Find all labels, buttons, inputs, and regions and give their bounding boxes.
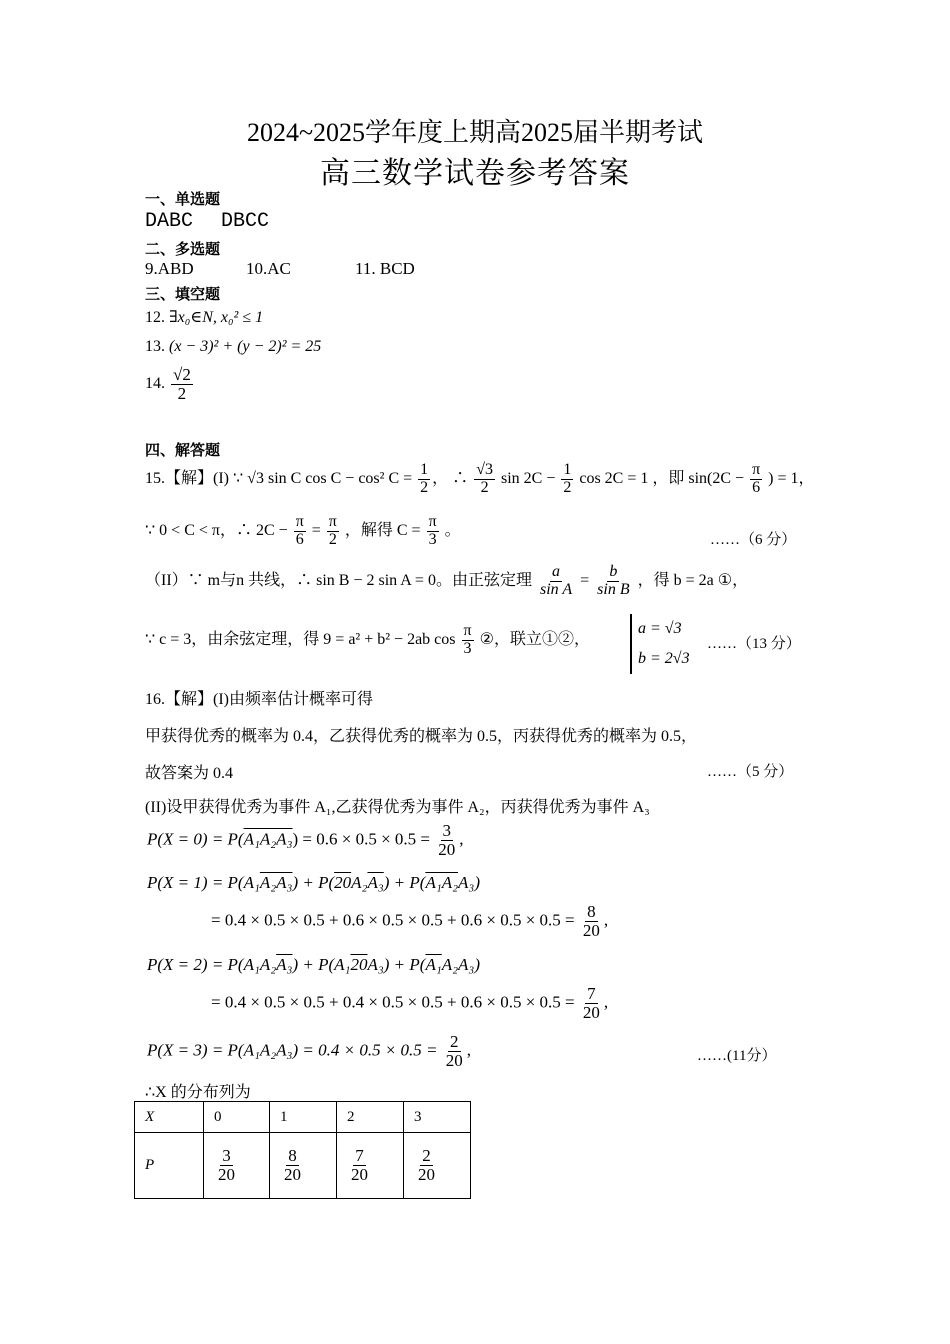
table-cell-x-1: 1 <box>270 1102 337 1133</box>
fraction-p-3 <box>416 1147 437 1184</box>
fraction-p2 <box>581 985 602 1022</box>
q15-system-eq-1: a = √3 <box>638 620 682 637</box>
p1-part-e: A₂ <box>351 873 368 892</box>
p0-comma: , <box>459 829 464 849</box>
section-multi-choice: 二、多选题 <box>145 240 221 258</box>
fill-q12-answer: ∃x₀∈N, x₀² ≤ 1 <box>169 309 264 326</box>
p2-part-b: A₃ <box>276 955 293 974</box>
fill-q13-label: 13. <box>145 338 165 355</box>
q15-equation-system <box>630 614 690 674</box>
q16-score-1: ……（5 分） <box>707 764 794 780</box>
q16-score-2: ……(11分） <box>697 1048 777 1064</box>
fill-q12-label: 12. <box>145 309 165 326</box>
multi-choice-q11: 11. BCD <box>355 259 415 278</box>
fraction-num: π <box>428 513 437 530</box>
q15-l1-part-f: ) = 1， <box>768 469 815 487</box>
q16-line-3: (II)设甲获得优秀为事件 A₁,乙获得优秀为事件 A₂，丙获得优秀为事件 A₃ <box>145 799 650 816</box>
p1-calc-text: = 0.4 × 0.5 × 0.5 + 0.6 × 0.5 × 0.5 + 0.6 × 0.5 × 0.5 = <box>211 910 579 930</box>
fill-q14-numerator: √2 <box>173 365 191 384</box>
fill-q13-answer: (x − 3)² + (y − 2)² = 25 <box>169 338 322 355</box>
fraction-num: b <box>609 563 618 580</box>
section-single-choice: 一、单选题 <box>145 190 221 208</box>
fraction-den: 3 <box>428 530 437 548</box>
table-cell-x-2: 2 <box>337 1102 404 1133</box>
q15-l2-part-d: 。 <box>444 521 461 539</box>
single-choice-group-1: DABC <box>145 210 194 233</box>
p2-part-a: P(X = 2) = P(A₁A₂ <box>147 955 277 974</box>
fraction-pi-over-2 <box>327 514 339 549</box>
fraction-p0 <box>436 822 457 859</box>
q15-l2-part-c: ，解得 C = <box>344 521 425 539</box>
fraction-den: sin B <box>597 580 630 598</box>
table-header-x: X <box>135 1102 204 1133</box>
fraction-den: 3 <box>463 639 472 657</box>
fraction-den: 2 <box>328 530 337 548</box>
p1-part-a: P(X = 1) = P(A₁ <box>147 873 260 892</box>
table-cell-x-3: 3 <box>404 1102 471 1133</box>
fraction-den: 20 <box>351 1165 368 1184</box>
p1-part-b: A₂A₃ <box>259 873 293 892</box>
q15-score-2: ……（13 分） <box>707 636 801 652</box>
fraction-num: 2 <box>450 1032 459 1051</box>
p2-calc-text: = 0.4 × 0.5 × 0.5 + 0.4 × 0.5 × 0.5 + 0.6 × 0.5 × 0.5 = <box>211 992 579 1012</box>
p2-part-d: 20 <box>350 955 368 974</box>
q16-head: 16.【解】(I)由频率估计概率可得 <box>145 691 373 708</box>
p1-part-f: A₃ <box>367 873 384 892</box>
fraction-num: 1 <box>563 461 572 478</box>
p2-part-c: ) + P(A₁ <box>292 955 351 974</box>
table-row-x <box>135 1102 471 1133</box>
fraction-p-1 <box>282 1147 303 1184</box>
q15-head: 15.【解】(I) <box>145 469 229 487</box>
table-cell-p-0 <box>204 1133 270 1199</box>
q16-p1 <box>147 873 480 893</box>
q15-score-1: ……（6 分） <box>710 532 797 548</box>
p1-comma: , <box>603 910 609 930</box>
fraction-num: 8 <box>587 902 596 921</box>
fraction-b-over-sinB <box>595 564 631 599</box>
fill-q12 <box>145 307 263 327</box>
table-row-p <box>135 1133 471 1199</box>
q16-p1-calc <box>211 903 608 940</box>
fill-q14 <box>145 366 195 403</box>
p0-part-a: P(X = 0) = P( <box>147 829 244 849</box>
fill-q14-fraction <box>171 366 193 403</box>
fraction-p3 <box>444 1033 465 1070</box>
fraction-den: 20 <box>438 839 456 859</box>
p1-part-c: ) + P( <box>292 873 335 892</box>
fraction-den: 20 <box>418 1165 435 1184</box>
table-cell-p-3 <box>404 1133 471 1199</box>
q15-l2-part-b: = <box>311 521 325 539</box>
q15-l4-part-a: ∵ c = 3，由余弦定理，得 9 = a² + b² − 2ab cos <box>145 630 456 648</box>
q15-l1-part-e: ，即 sin(2C − <box>652 469 749 487</box>
q15-l3-part-c: ，得 b = 2a ①， <box>637 571 749 589</box>
fraction-num: 8 <box>288 1146 297 1166</box>
q16-p2-calc <box>211 985 608 1022</box>
fraction-num: 7 <box>355 1146 364 1166</box>
fraction-pi-over-6-b <box>294 514 306 549</box>
fraction-p-2 <box>349 1147 370 1184</box>
single-choice-group-2: DBCC <box>221 210 270 233</box>
fraction-num: 7 <box>587 984 596 1003</box>
q15-l3-part-a: （II）∵ m与n 共线，∴ sin B − 2 sin A = 0。由正弦定理 <box>145 571 532 589</box>
q15-l4-part-b: ②，联立①②， <box>479 630 590 648</box>
q15-l2-part-a: ∵ 0 < C < π，∴ 2C − <box>145 521 292 539</box>
fraction-num: π <box>463 622 472 639</box>
q15-line-1: 15.【解】(I) ∵ √3 sin C cos C − cos² C = $\frac{1}{2}$ ， ∴ $\frac{√3}{2}$ sin 2C − $\frac{1}{2}$ cos 2C = 1 ，即 sin(2C − $\frac{\pi}{6}$ ) = 1， <box>145 461 815 496</box>
fraction-den: 20 <box>284 1165 301 1184</box>
section-fill-blank: 三、填空题 <box>145 285 221 303</box>
fraction-den: 2 <box>480 478 489 496</box>
p1-part-i: A₃) <box>458 873 480 892</box>
fraction-num: 3 <box>442 821 451 840</box>
fraction-num: 2 <box>422 1146 431 1166</box>
q15-line-4 <box>145 623 590 658</box>
p2-part-e: A₃) + P( <box>367 955 426 974</box>
fraction-num: π <box>752 461 761 478</box>
table-header-p: P <box>135 1133 204 1199</box>
q15-l1-part-a: ∵ √3 sin C cos C − cos² C = <box>233 469 417 487</box>
fraction-den: 20 <box>582 920 600 940</box>
p0-part-b: A₁A₂A₃ <box>243 829 293 849</box>
p2-part-g: A₂A₃) <box>441 955 480 974</box>
q16-p3 <box>147 1033 471 1070</box>
q15-system-eq-2: b = 2√3 <box>638 650 690 667</box>
table-cell-p-2 <box>337 1133 404 1199</box>
fill-q13 <box>145 338 321 356</box>
q15-l3-part-b: = <box>580 571 594 589</box>
fraction-num: π <box>295 513 304 530</box>
multi-choice-q9: 9.ABD <box>145 259 194 278</box>
p2-comma: , <box>603 992 609 1012</box>
fraction-den: 6 <box>752 478 761 496</box>
distribution-table <box>134 1101 471 1199</box>
fill-q14-label: 14. <box>145 375 165 393</box>
q15-line-2 <box>145 514 461 549</box>
p0-part-c: ) = 0.6 × 0.5 × 0.5 = <box>292 829 435 849</box>
p3-part-a: P(X = 3) = P(A₁A₂A₃) = 0.4 × 0.5 × 0.5 = <box>147 1040 442 1060</box>
fraction-den: 20 <box>582 1002 600 1022</box>
q15-l1-part-c: sin 2C − <box>500 469 560 487</box>
q15-l1-part-d: cos 2C = 1 <box>579 469 649 487</box>
fraction-p1 <box>581 903 602 940</box>
fraction-sqrt3-over-2 <box>474 462 495 497</box>
fraction-one-half-2 <box>561 462 573 497</box>
fraction-one-half <box>418 462 430 497</box>
multi-choice-q10: 10.AC <box>246 259 291 278</box>
title-line-2: 高三数学试卷参考答案 <box>320 157 630 190</box>
q16-distribution-label: ∴X 的分布列为 <box>145 1084 251 1101</box>
fraction-pi-over-3 <box>427 514 439 549</box>
fraction-num: a <box>552 563 561 580</box>
p1-part-g: ) + P( <box>383 873 426 892</box>
table-cell-x-0: 0 <box>204 1102 270 1133</box>
fill-q14-denominator: 2 <box>177 383 187 403</box>
fraction-den: sin A <box>539 580 573 598</box>
fraction-num: π <box>328 513 337 530</box>
title-line-1: 2024~2025学年度上期高2025届半期考试 <box>246 118 704 147</box>
fraction-a-over-sinA <box>538 564 574 599</box>
table-cell-p-1 <box>270 1133 337 1199</box>
p1-part-h: A₁A₂ <box>425 873 459 892</box>
q15-line-3 <box>145 564 748 599</box>
fraction-den: 20 <box>445 1050 463 1070</box>
fraction-num: √3 <box>476 461 493 478</box>
fraction-pi-over-6 <box>750 462 762 497</box>
fraction-pi-over-3-b <box>462 623 474 658</box>
p3-comma: , <box>466 1040 472 1060</box>
fraction-num: 1 <box>420 461 429 478</box>
q15-l1-part-b: ∴ <box>452 469 473 487</box>
q16-p0 <box>147 822 464 859</box>
p1-part-d: 20 <box>334 873 352 892</box>
fraction-den: 20 <box>218 1165 235 1184</box>
fraction-den: 6 <box>295 530 304 548</box>
fraction-den: 2 <box>420 478 429 496</box>
q16-line-2: 故答案为 0.4 <box>145 765 234 782</box>
q16-line-1: 甲获得优秀的概率为 0.4，乙获得优秀的概率为 0.5，丙获得优秀的概率为 0.5， <box>145 728 698 745</box>
q16-p2 <box>147 955 480 975</box>
section-solutions: 四、解答题 <box>145 441 221 459</box>
fraction-p-0 <box>216 1147 237 1184</box>
p2-part-f: A₁ <box>425 955 442 974</box>
fraction-den: 2 <box>563 478 572 496</box>
fraction-num: 3 <box>222 1146 231 1166</box>
